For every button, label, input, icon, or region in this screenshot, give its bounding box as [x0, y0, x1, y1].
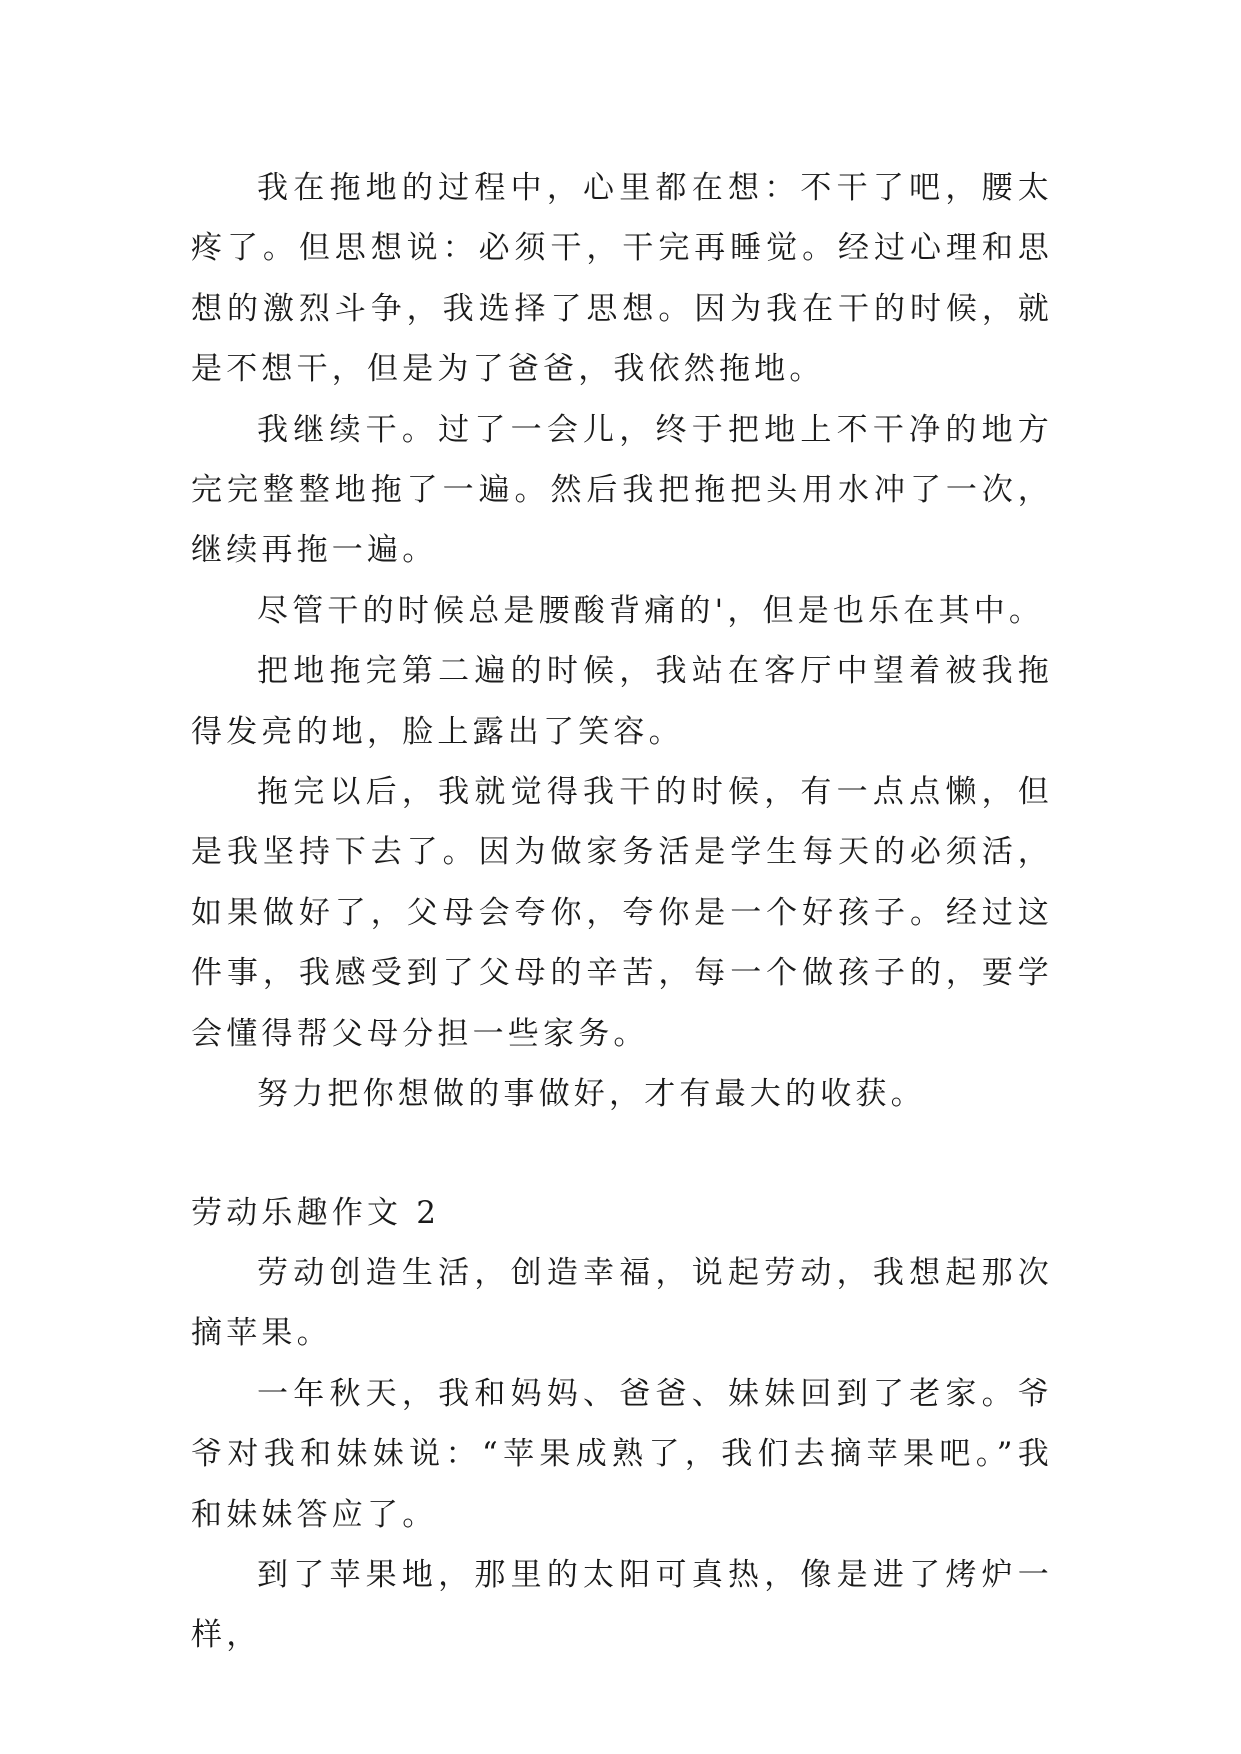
- paragraph: 拖完以后，我就觉得我干的时候，有一点点懒，但是我坚持下去了。因为做家务活是学生每天的必须活，如果做好了，父母会夸你，夸你是一个好孩子。经过这件事，我感受到了父母的辛苦，每一个做孩子的，要学会懂得帮父母分担一些家务。: [191, 774, 1053, 1052]
- paragraph: 把地拖完第二遍的时候，我站在客厅中望着被我拖得发亮的地，脸上露出了笑容。: [191, 653, 1053, 750]
- paragraph: 努力把你想做的事做好，才有最大的收获。: [257, 1076, 926, 1113]
- paragraph: 我继续干。过了一会儿，终于把地上不干净的地方完完整整地拖了一遍。然后我把拖把头用水冲了一次，继续再拖一遍。: [191, 411, 1053, 569]
- paragraph: 到了苹果地，那里的太阳可真热，像是进了烤炉一样，: [191, 1556, 1053, 1654]
- paragraph: 我在拖地的过程中，心里都在想：不干了吧，腰太疼了。但思想说：必须干，干完再睡觉。经过心理和思想的激烈斗争，我选择了思想。因为我在干的时候，就是不想干，但是为了爸爸，我依然拖地。: [191, 170, 1053, 388]
- paragraph: 尽管干的时候总是腰酸背痛的'，但是也乐在其中。: [257, 592, 1045, 629]
- document-body: [191, 158, 1053, 1666]
- section-heading: 劳动乐趣作文 2: [191, 1194, 441, 1231]
- paragraph: 一年秋天，我和妈妈、爸爸、妹妹回到了老家。爷爷对我和妹妹说：“苹果成熟了，我们去摘苹果吧。”我和妹妹答应了。: [191, 1375, 1053, 1533]
- paragraph: 劳动创造生活，创造幸福，说起劳动，我想起那次摘苹果。: [191, 1254, 1053, 1352]
